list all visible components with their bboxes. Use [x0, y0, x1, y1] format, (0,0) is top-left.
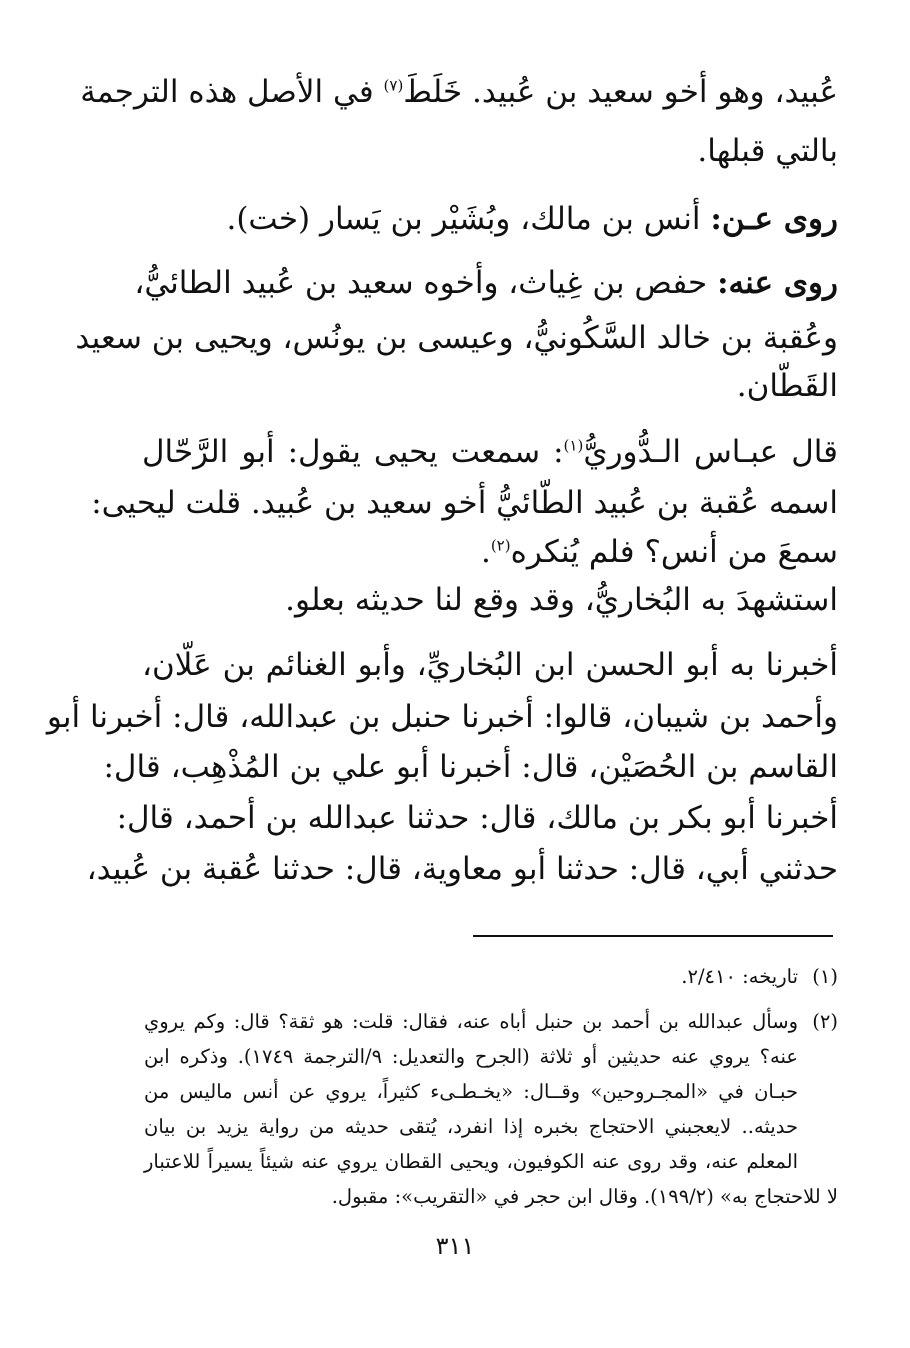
narrated-from-line [142, 199, 838, 239]
footnote-number: (٢) [812, 1010, 838, 1033]
footnote-separator [473, 935, 833, 937]
footnote-number: (١) [812, 965, 838, 988]
footnote-text: تاريخه: ٢/٤١٠. [681, 965, 798, 988]
paragraph-line: أخبرنا أبو بكر بن مالك، قال: حدثنا عبدالله بن أحمد، قال: [116, 800, 838, 836]
text-segment: قال عبـاس الـدُّوريُّ [583, 434, 838, 470]
narrated-from-text: أنس بن مالك، وبُشَيْر بن يَسار (خت). [226, 201, 711, 237]
text-segment: في الأصل هذه الترجمة [80, 74, 384, 110]
footnote-1 [681, 962, 838, 992]
text-segment: سمعَ من أنس؟ فلم يُنكره [510, 534, 838, 570]
narrated-from-label: روى عـن: [710, 201, 838, 237]
footnote-line: المعلم عنه، وقد روى عنه الكوفيون، ويحيى القطان يروي عنه شيئاً يسيراً للاعتبار [144, 1150, 798, 1173]
text-segment: . [480, 534, 491, 570]
paragraph-line: وأحمد بن شيبان، قالوا: أخبرنا حنبل بن عبدالله، قال: أخبرنا أبو [46, 699, 838, 735]
paragraph-line: اسمه عُقبة بن عُبيد الطّائيُّ أخو سعيد بن عُبيد. قلت ليحيى: [91, 485, 838, 521]
footnote-ref: (٧) [383, 76, 404, 95]
paragraph-line: القَطّان. [736, 368, 838, 404]
paragraph-line: القاسم بن الحُصَيْن، قال: أخبرنا أبو علي بن المُذْهِب، قال: [103, 749, 838, 785]
paragraph-line: استشهدَ به البُخاريُّ، وقد وقع لنا حديثه بعلو. [285, 582, 838, 618]
footnote-2 [144, 1007, 838, 1037]
paragraph-line [80, 72, 838, 112]
text-segment: : سمعت يحيى يقول: أبو الرَّحّال [142, 434, 564, 470]
footnote-line: حديثه.. لايعجبني الاحتجاج بخبره إذا انفرد، يُتقى حديثه من رواية يزيد بن بيان [144, 1115, 798, 1138]
paragraph-line: بالتي قبلها. [697, 133, 838, 169]
footnote-line: لا للاحتجاج به» (١٩٩/٢). وقال ابن حجر في «التقريب»: مقبول. [331, 1185, 838, 1208]
paragraph-line: وعُقبة بن خالد السَّكُونيُّ، وعيسى بن يونُس، ويحيى بن سعيد [75, 320, 838, 356]
paragraph-line: حدثني أبي، قال: حدثنا أبو معاوية، قال: حدثنا عُقبة بن عُبيد، [86, 851, 838, 887]
paragraph-line [142, 432, 838, 472]
footnote-text: وسأل عبدالله بن أحمد بن حنبل أباه عنه، فقال: قلت: هو ثقة؟ قال: وكم يروي [144, 1010, 798, 1033]
text-segment: عُبيد، وهو أخو سعيد بن عُبيد. خَلَطَ [403, 74, 838, 110]
narrated-by-text: حفص بن غِياث، وأخوه سعيد بن عُبيد الطائيُّ، [134, 265, 718, 301]
narrated-by-line [134, 263, 838, 303]
footnote-ref: (١) [563, 436, 584, 455]
paragraph-line: أخبرنا به أبو الحسن ابن البُخاريِّ، وأبو الغنائم بن عَلّان، [142, 647, 838, 683]
footnote-ref: (٢) [490, 536, 511, 555]
footnote-line: عنه؟ يروي عنه حديثين أو ثلاثة (الجرح والتعديل: ٩/الترجمة ١٧٤٩). وذكره ابن [144, 1045, 798, 1068]
footnote-line: حبـان في «المجـروحين» وقــال: «يخـطـىء كثيراً، يروي عن أنس ماليس من [144, 1080, 798, 1103]
paragraph-line [142, 532, 838, 572]
page-number: ٣١١ [435, 1232, 475, 1260]
narrated-by-label: روى عنه: [717, 265, 838, 301]
